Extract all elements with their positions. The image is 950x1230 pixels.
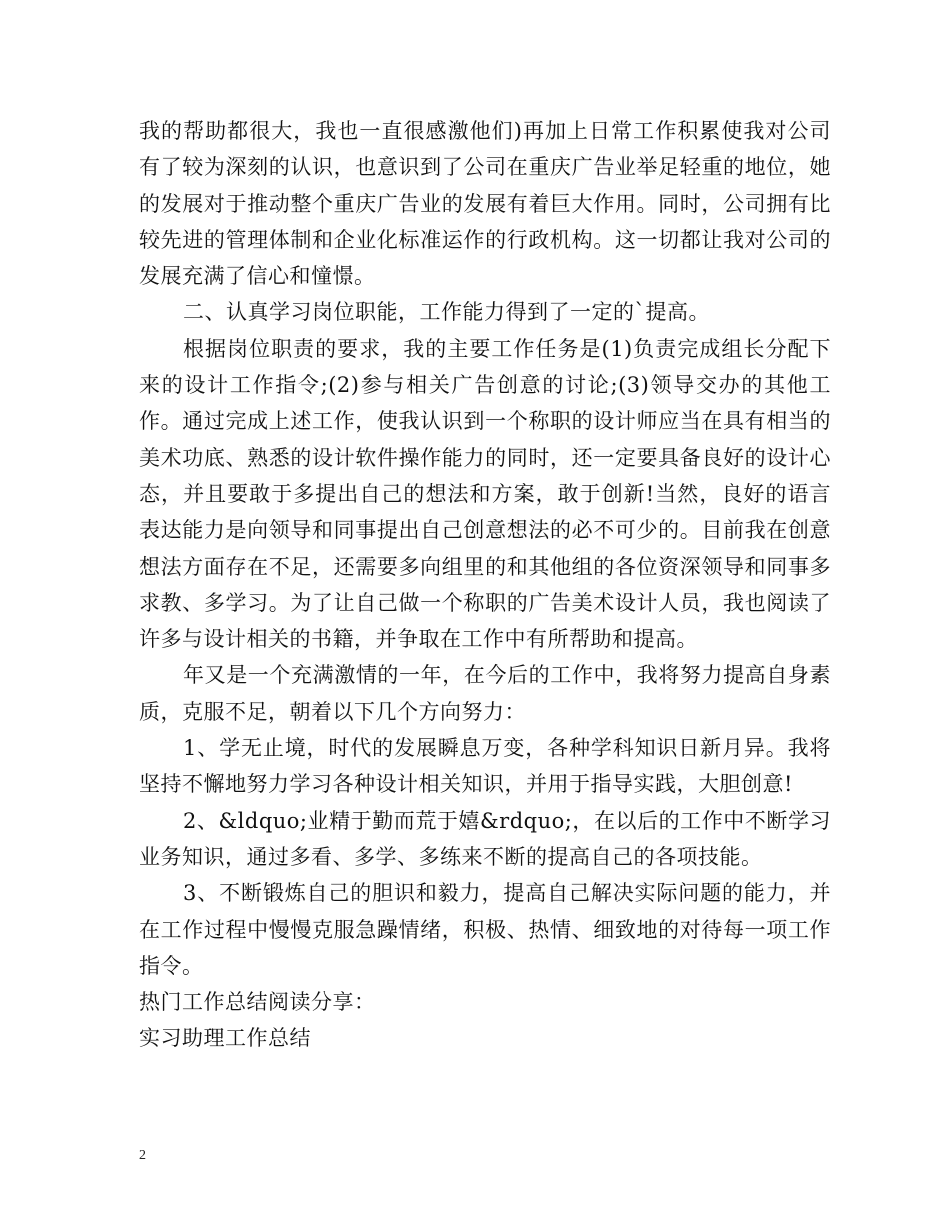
plan-item-3: 3、不断锻炼自己的胆识和毅力，提高自己解决实际问题的能力，并在工作过程中慢慢克服急躁情绪，积极、热情、细致地的对待每一项工作指令。 [139, 881, 831, 978]
body-paragraph-continued: 我的帮助都很大，我也一直很感激他们)再加上日常工作积累使我对公司有了较为深刻的认识，也意识到了公司在重庆广告业举足轻重的地位，她的发展对于推动整个重庆广告业的发展有着巨大作用。同时，公司拥有比较先进的管理体制和企业化标准运作的行政机构。这一切都让我对公司的发展充满了信心和憧憬。 [139, 119, 831, 289]
plan-item-2: 2、&ldquo;业精于勤而荒于嬉&rdquo;，在以后的工作中不断学习业务知识，通过多看、多学、多练来不断的提高自己的各项技能。 [139, 808, 831, 869]
body-paragraph-job-duties: 根据岗位职责的要求，我的主要工作任务是(1)负责完成组长分配下来的设计工作指令;(2)参与相关广告创意的讨论;(3)领导交办的其他工作。通过完成上述工作，使我认识到一个称职的设计师应当在具有相当的美术功底、熟悉的设计软件操作能力的同时，还一定要具备良好的设计心态，并且要敢于多提出自己的想法和方案，敢于创新!当然，良好的语言表达能力是向领导和同事提出自己创意想法的必不可少的。目前我在创意想法方面存在不足，还需要多向组里的和其他组的各位资深领导和同事多求教、多学习。为了让自己做一个称职的广告美术设计人员，我也阅读了许多与设计相关的书籍，并争取在工作中有所帮助和提高。 [139, 336, 831, 652]
page-number: 2 [139, 1148, 146, 1163]
document-body [139, 113, 831, 1057]
plan-item-1: 1、学无止境，时代的发展瞬息万变，各种学科知识日新月异。我将坚持不懈地努力学习各种设计相关知识，并用于指导实践，大胆创意! [139, 736, 831, 797]
body-paragraph-plans: 年又是一个充满激情的一年，在今后的工作中，我将努力提高自身素质，克服不足，朝着以下几个方向努力： [139, 663, 831, 724]
section-heading-two: 二、认真学习岗位职能，工作能力得到了一定的`提高。 [183, 300, 710, 325]
related-reading-heading: 热门工作总结阅读分享： [139, 990, 376, 1015]
related-reading-link[interactable]: 实习助理工作总结 [139, 1026, 311, 1051]
